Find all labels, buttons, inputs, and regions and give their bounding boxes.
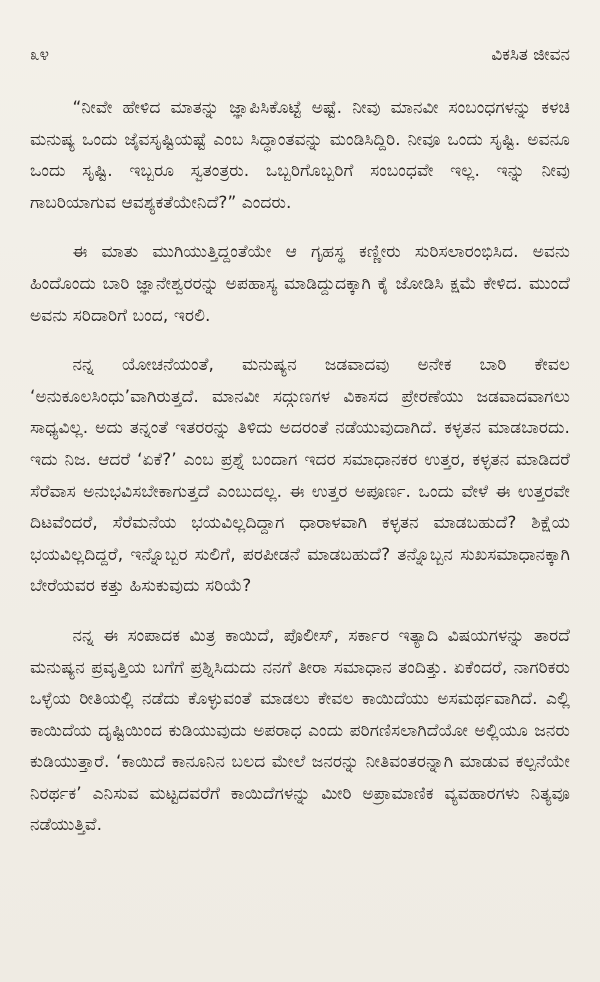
running-title: ವಿಕಸಿತ ಜೀವನ: [491, 44, 570, 65]
page-body: [30, 93, 570, 842]
paragraph-1: “ನೀವೇ ಹೇಳಿದ ಮಾತನ್ನು ಜ್ಞಾಪಿಸಿಕೊಟ್ಟೆ ಅಷ್ಟೆ. ನೀವು ಮಾನವೀ ಸಂಬಂಧಗಳನ್ನು ಕಳಚಿ ಮನುಷ್ಯ ಒಂದು ಜೈವಸೃಷ್ಟಿಯಷ್ಟೆ ಎಂಬ ಸಿದ್ಧಾಂತವನ್ನು ಮಂಡಿಸಿದ್ದಿರಿ. ನೀವೂ ಒಂದು ಸೃಷ್ಟಿ. ಅವನೂ ಒಂದು ಸೃಷ್ಟಿ. ಇಬ್ಬರೂ ಸ್ವತಂತ್ರರು. ಒಬ್ಬರಿಗೊಬ್ಬರಿಗೆ ಸಂಬಂಧವೇ ಇಲ್ಲ. ಇನ್ನು ನೀವು ಗಾಬರಿಯಾಗುವ ಆವಶ್ಯಕತೆಯೇನಿದೆ?” ಎಂದರು.: [30, 98, 570, 213]
paragraph-3: ನನ್ನ ಯೋಚನೆಯಂತೆ, ಮನುಷ್ಯನ ಜಡವಾದವು ಅನೇಕ ಬಾರಿ ಕೇವಲ ‘ಅನುಕೂಲಸಿಂಧು’ವಾಗಿರುತ್ತದೆ. ಮಾನವೀ ಸದ್ಗುಣಗಳ ವಿಕಾಸದ ಪ್ರೇರಣೆಯು ಜಡವಾದವಾಗಲು ಸಾಧ್ಯವಿಲ್ಲ. ಅದು ತನ್ನಂತೆ ಇತರರನ್ನು ತಿಳಿದು ಅದರಂತೆ ನಡೆಯುವುದಾಗಿದೆ. ಕಳ್ಳತನ ಮಾಡಬಾರದು. ಇದು ನಿಜ. ಆದರೆ ‘ಏಕೆ?’ ಎಂಬ ಪ್ರಶ್ನೆ ಬಂದಾಗ ಇದರ ಸಮಾಧಾನಕರ ಉತ್ತರ, ಕಳ್ಳತನ ಮಾಡಿದರೆ ಸೆರೆವಾಸ ಅನುಭವಿಸಬೇಕಾಗುತ್ತದೆ ಎಂಬುದಲ್ಲ. ಈ ಉತ್ತರ ಅಪೂರ್ಣ. ಒಂದು ವೇಳೆ ಈ ಉತ್ತರವೇ ದಿಟವೆಂದರೆ, ಸೆರೆಮನೆಯ ಭಯವಿಲ್ಲದಿದ್ದಾಗ ಧಾರಾಳವಾಗಿ ಕಳ್ಳತನ ಮಾಡಬಹುದೆ? ಶಿಕ್ಷೆಯ ಭಯವಿಲ್ಲದಿದ್ದರೆ, ಇನ್ನೊಬ್ಬರ ಸುಲಿಗೆ, ಪರಪೀಡನೆ ಮಾಡಬಹುದೆ? ತನ್ನೊಬ್ಬನ ಸುಖಸಮಾಧಾನಕ್ಕಾಗಿ ಬೇರೆಯವರ ಕತ್ತು ಹಿಸುಕುವುದು ಸರಿಯೆ?: [30, 355, 570, 597]
paragraph-2: ಈ ಮಾತು ಮುಗಿಯುತ್ತಿದ್ದಂತೆಯೇ ಆ ಗೃಹಸ್ಥ ಕಣ್ಣೀರು ಸುರಿಸಲಾರಂಭಿಸಿದ. ಅವನು ಹಿಂದೊಂದು ಬಾರಿ ಜ್ಞಾನೇಶ್ವರರನ್ನು ಅಪಹಾಸ್ಯ ಮಾಡಿದ್ದುದಕ್ಕಾಗಿ ಕೈ ಜೋಡಿಸಿ ಕ್ಷಮೆ ಕೇಳಿದ. ಮುಂದೆ ಅವನು ಸರಿದಾರಿಗೆ ಬಂದ, ಇರಲಿ.: [30, 242, 570, 326]
paragraph-4: ನನ್ನ ಈ ಸಂಪಾದಕ ಮಿತ್ರ ಕಾಯಿದೆ, ಪೊಲೀಸ್, ಸರ್ಕಾರ ಇತ್ಯಾದಿ ವಿಷಯಗಳನ್ನು ತಾರದೆ ಮನುಷ್ಯನ ಪ್ರವೃತ್ತಿಯ ಬಗೆಗೆ ಪ್ರಶ್ನಿಸಿದುದು ನನಗೆ ತೀರಾ ಸಮಾಧಾನ ತಂದಿತ್ತು. ಏಕೆಂದರೆ, ನಾಗರಿಕರು ಒಳ್ಳೆಯ ರೀತಿಯಲ್ಲಿ ನಡೆದು ಕೊಳ್ಳುವಂತೆ ಮಾಡಲು ಕೇವಲ ಕಾಯಿದೆಯು ಅಸಮರ್ಥವಾಗಿದೆ. ಎಲ್ಲಿ ಕಾಯಿದೆಯ ದೃಷ್ಟಿಯಿಂದ ಕುಡಿಯುವುದು ಅಪರಾಧ ಎಂದು ಪರಿಗಣಿಸಲಾಗಿದೆಯೋ ಅಲ್ಲಿಯೂ ಜನರು ಕುಡಿಯುತ್ತಾರೆ. ‘ಕಾಯಿದೆ ಕಾನೂನಿನ ಬಲದ ಮೇಲೆ ಜನರನ್ನು ನೀತಿವಂತರನ್ನಾಗಿ ಮಾಡುವ ಕಲ್ಪನೆಯೇ ನಿರರ್ಥಕ’ ಎನಿಸುವ ಮಟ್ಟದವರೆಗೆ ಕಾಯಿದೆಗಳನ್ನು ಮೀರಿ ಅಪ್ರಾಮಾಣಿಕ ವ್ಯವಹಾರಗಳು ನಿತ್ಯವೂ ನಡೆಯುತ್ತಿವೆ.: [30, 625, 570, 836]
page-number: ೩೪: [30, 44, 50, 65]
page-header: [30, 40, 570, 70]
